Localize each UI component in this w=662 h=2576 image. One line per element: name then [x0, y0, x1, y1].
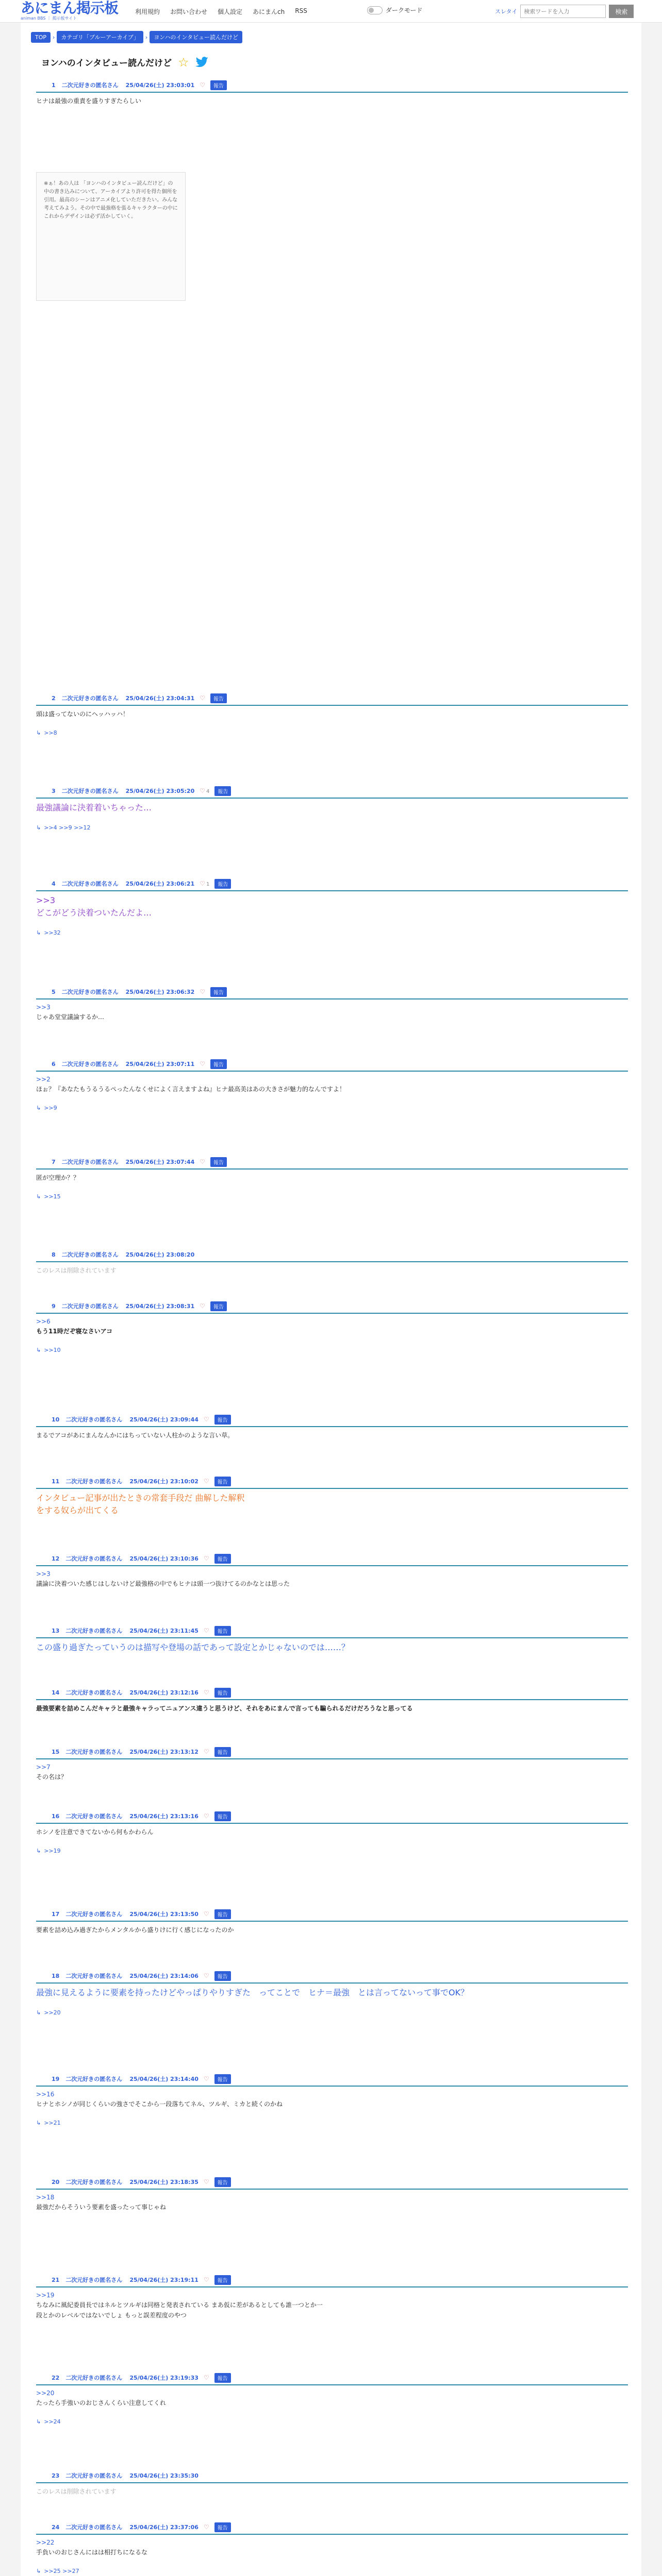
post-5 — [36, 986, 628, 1022]
post-body: ヒナは最強の重責を盛りすぎたらしい — [36, 97, 142, 105]
post-author: 二次元好きの匿名さん — [65, 2472, 123, 2479]
post-number[interactable]: 1 — [52, 81, 56, 89]
post-21 — [36, 2274, 628, 2320]
post-16 — [36, 1810, 628, 1854]
post-author: 二次元好きの匿名さん — [65, 1813, 123, 1820]
breadcrumb-separator-icon: › — [53, 33, 55, 41]
post-divider — [36, 1261, 628, 1262]
report-button[interactable]: 報告 — [214, 1971, 231, 1981]
post-number[interactable]: 5 — [52, 988, 56, 995]
post-date: 25/04/26(土) 23:03:01 — [125, 82, 195, 89]
heart-icon[interactable]: ♡ — [203, 2178, 209, 2185]
reply-link[interactable]: >>24 — [44, 2418, 61, 2425]
nav-terms[interactable]: 利用規約 — [135, 8, 160, 15]
heart-icon[interactable]: ♡ — [203, 2075, 209, 2082]
reply-link[interactable]: >>4 >>9 >>12 — [44, 824, 91, 831]
post-date: 25/04/26(土) 23:07:11 — [125, 1061, 195, 1067]
post-date: 25/04/26(土) 23:09:44 — [129, 1416, 198, 1423]
report-button[interactable]: 報告 — [214, 2522, 231, 2532]
report-button[interactable]: 報告 — [210, 693, 227, 703]
report-button[interactable]: 報告 — [214, 2373, 231, 2383]
post-divider — [36, 2086, 628, 2087]
post-date: 25/04/26(土) 23:19:11 — [129, 2277, 198, 2283]
heart-icon[interactable]: ♡ 1 — [200, 880, 210, 887]
post-divider — [36, 1758, 628, 1759]
post-12 — [36, 1553, 628, 1589]
embedded-image-note: ※ぁ！あの人は 「ヨンハのインタビュー読んだけど」の中の書き込みについて、アーカイブより許可を得た個所を引用。最高のシーンはアニメ化していただきたい。みんな考えてみよう。その中で最強格を張るキャラクターの中にこれからデザインは必ず活かしていく。 — [36, 172, 186, 301]
post-divider — [36, 1426, 628, 1427]
heart-icon[interactable]: ♡ — [203, 1627, 209, 1634]
reply-link[interactable]: >>19 — [44, 1848, 61, 1854]
site-logo[interactable] — [21, 1, 129, 22]
post-2 — [36, 692, 628, 736]
post-author: 二次元好きの匿名さん — [65, 1973, 123, 1979]
report-button[interactable]: 報告 — [210, 1301, 227, 1311]
reply-link[interactable]: >>20 — [44, 2009, 61, 2016]
post-divider — [36, 1699, 628, 1700]
report-button[interactable]: 報告 — [210, 987, 227, 997]
post-11 — [36, 1476, 628, 1517]
reply-icon: ↳ — [36, 929, 41, 936]
post-divider — [36, 2189, 628, 2190]
post-number[interactable]: 8 — [52, 1251, 56, 1258]
report-button[interactable]: 報告 — [214, 2177, 231, 2187]
nav-animanch[interactable]: あにまんch — [253, 8, 285, 15]
reply-links — [36, 2009, 628, 2016]
breadcrumb — [31, 31, 244, 43]
post-body: 要素を詰め込み過ぎたからメンタルから盛りけに行く感じになったのか — [36, 1926, 234, 1934]
post-divider — [36, 890, 628, 891]
report-button[interactable]: 報告 — [214, 1477, 231, 1486]
post-author: 二次元好きの匿名さん — [65, 2076, 123, 2082]
reply-links — [36, 1105, 628, 1111]
report-button[interactable]: 報告 — [214, 1554, 231, 1564]
post-body: もう11時だぞ寝なさいアコ — [36, 1328, 113, 1335]
post-4 — [36, 878, 628, 936]
report-button[interactable]: 報告 — [214, 1747, 231, 1757]
post-14 — [36, 1687, 628, 1714]
post-author: 二次元好きの匿名さん — [65, 1555, 123, 1562]
main-content — [21, 23, 641, 2576]
reply-icon: ↳ — [36, 2418, 41, 2425]
post-author: 二次元好きの匿名さん — [65, 1689, 123, 1696]
heart-icon[interactable]: ♡ — [203, 2523, 209, 2531]
post-divider — [36, 705, 628, 706]
post-date: 25/04/26(土) 23:14:40 — [129, 2076, 198, 2082]
post-divider — [36, 1982, 628, 1984]
post-anchor[interactable]: >>7 — [36, 1764, 51, 1771]
post-author: 二次元好きの匿名さん — [61, 1303, 119, 1310]
report-button[interactable]: 報告 — [214, 2074, 231, 2084]
post-date: 25/04/26(土) 23:13:50 — [129, 1911, 198, 1918]
post-author: 二次元好きの匿名さん — [65, 1911, 123, 1918]
post-author: 二次元好きの匿名さん — [65, 1416, 123, 1423]
breadcrumb-thread[interactable]: ヨンハのインタビュー読んだけど — [150, 31, 242, 43]
post-anchor[interactable]: >>19 — [36, 2292, 55, 2299]
heart-icon[interactable]: ♡ — [200, 988, 205, 995]
post-number[interactable]: 9 — [52, 1302, 56, 1310]
post-17 — [36, 1908, 628, 1935]
post-date: 25/04/26(土) 23:37:06 — [129, 2524, 198, 2531]
reply-link[interactable]: >>21 — [44, 2120, 61, 2126]
post-1 — [36, 79, 628, 219]
post-number[interactable]: 16 — [52, 1812, 60, 1820]
breadcrumb-category[interactable]: カテゴリ「ブルーアーカイブ」 — [57, 31, 143, 43]
post-date: 25/04/26(土) 23:12:16 — [129, 1689, 198, 1696]
post-8 — [36, 1249, 628, 1276]
post-date: 25/04/26(土) 23:06:21 — [125, 880, 195, 887]
report-button[interactable]: 報告 — [214, 1909, 231, 1919]
post-date: 25/04/26(土) 23:06:32 — [125, 989, 195, 995]
post-body: 最強議論に決着着いちゃった… — [36, 803, 152, 812]
post-number[interactable]: 7 — [52, 1158, 56, 1165]
post-22 — [36, 2372, 628, 2425]
post-divider — [36, 2286, 628, 2287]
reply-links — [36, 824, 628, 831]
post-date: 25/04/26(土) 23:04:31 — [125, 695, 195, 702]
post-3 — [36, 785, 628, 831]
post-body: 議論に決着ついた感じはしないけど最強格の中でもヒナは頭一つ抜けてるのかなとは思った — [36, 1580, 290, 1587]
post-author: 二次元好きの匿名さん — [65, 1478, 123, 1485]
post-19 — [36, 2073, 628, 2126]
reply-icon: ↳ — [36, 824, 41, 831]
post-divider — [36, 798, 628, 799]
report-button[interactable]: 報告 — [214, 1415, 231, 1425]
post-author: 二次元好きの匿名さん — [61, 82, 119, 89]
heart-icon[interactable]: ♡ — [203, 1416, 209, 1423]
post-body-deleted: このレスは削除されています — [36, 2488, 117, 2495]
post-number[interactable]: 14 — [52, 1689, 60, 1696]
post-number[interactable]: 13 — [52, 1627, 60, 1634]
post-date: 25/04/26(土) 23:19:33 — [129, 2375, 198, 2381]
reply-icon: ↳ — [36, 2120, 41, 2126]
post-anchor[interactable]: >>6 — [36, 1318, 51, 1325]
post-body: 最強要素を詰めこんだキャラと最強キャラってニュアンス違うと思うけど、それをあにまんで言っても騙られるだけだろうなと思ってる — [36, 1705, 413, 1712]
report-button[interactable]: 報告 — [210, 80, 227, 90]
twitter-share-icon[interactable] — [195, 57, 209, 68]
reply-link[interactable]: >>32 — [44, 929, 61, 936]
report-button[interactable]: 報告 — [214, 2275, 231, 2285]
post-body: この盛り過ぎたっていうのは描写や登場の話であって設定とかじゃないのでは……？ — [36, 1642, 350, 1652]
post-date: 25/04/26(土) 23:10:02 — [129, 1478, 198, 1485]
post-number[interactable]: 17 — [52, 1910, 60, 1918]
reply-links — [36, 1347, 628, 1353]
post-15 — [36, 1746, 628, 1782]
post-anchor[interactable]: >>20 — [36, 2389, 55, 2397]
post-number[interactable]: 15 — [52, 1748, 60, 1755]
reply-link[interactable]: >>25 >>27 — [44, 2568, 79, 2574]
heart-icon[interactable]: ♡ — [203, 1748, 209, 1755]
post-body: 最強だからそういう要素を盛ったって事じゃね — [36, 2204, 167, 2211]
post-author: 二次元好きの匿名さん — [65, 2179, 123, 2185]
reply-icon: ↳ — [36, 1193, 41, 1200]
reply-links — [36, 1193, 628, 1200]
post-7 — [36, 1156, 628, 1200]
post-date: 25/04/26(土) 23:13:12 — [129, 1749, 198, 1755]
post-divider — [36, 92, 628, 93]
post-body: その名は？ — [36, 1773, 68, 1781]
post-number[interactable]: 18 — [52, 1972, 60, 1979]
dark-mode-switch[interactable] — [367, 6, 383, 14]
reply-link[interactable]: >>9 — [44, 1105, 57, 1111]
post-date: 25/04/26(土) 23:05:20 — [125, 788, 195, 794]
post-body: 手負いのおじさんにはは相打ちになるな — [36, 2549, 148, 2556]
post-number[interactable]: 6 — [52, 1060, 56, 1067]
post-number[interactable]: 23 — [52, 2472, 60, 2479]
post-author: 二次元好きの匿名さん — [61, 989, 119, 995]
post-divider — [36, 1823, 628, 1824]
post-date: 25/04/26(土) 23:11:45 — [129, 1628, 198, 1634]
post-date: 25/04/26(土) 23:08:20 — [125, 1251, 195, 1258]
post-number[interactable]: 10 — [52, 1416, 60, 1423]
post-9 — [36, 1300, 628, 1353]
nav-contact[interactable]: お問い合わせ — [170, 8, 208, 15]
reply-links — [36, 730, 628, 736]
heart-icon[interactable]: ♡ — [203, 1555, 209, 1562]
logo-subtitle: animan BBS ｜ 掲示板サイト — [21, 16, 77, 21]
post-divider — [36, 1071, 628, 1072]
post-10 — [36, 1414, 628, 1440]
post-date: 25/04/26(土) 23:08:31 — [125, 1303, 195, 1310]
site-header — [0, 0, 662, 23]
post-body: 頭は盛ってないのにヘッハッハ！ — [36, 710, 129, 718]
post-author: 二次元好きの匿名さん — [65, 2375, 123, 2381]
heart-icon[interactable]: ♡ — [203, 2276, 209, 2283]
post-divider — [36, 2534, 628, 2535]
post-body: 最強に見えるように要素を持ったけどやっぱりやりすぎた ってことで ヒナ＝最強 とは言ってないって事でOK？ — [36, 1988, 469, 1997]
post-24 — [36, 2521, 628, 2574]
post-body: たったら手強いのおじさんくらい注意してくれ — [36, 2399, 167, 2406]
post-divider — [36, 1565, 628, 1566]
post-author: 二次元好きの匿名さん — [61, 1251, 119, 1258]
thread-title-row — [41, 56, 209, 69]
post-body: ヒナとホシノが同じくらいの強さでそこから一段落ちてネル、ツルギ、ミカと続くのかね — [36, 2100, 283, 2108]
post-anchor[interactable]: >>3 — [36, 1004, 51, 1011]
post-divider — [36, 1313, 628, 1314]
report-button[interactable]: 報告 — [210, 1157, 227, 1167]
post-date: 25/04/26(土) 23:35:30 — [129, 2472, 198, 2479]
post-6 — [36, 1058, 628, 1111]
reply-icon: ↳ — [36, 730, 41, 736]
heart-icon[interactable]: ♡ — [200, 1060, 205, 1067]
post-number[interactable]: 12 — [52, 1555, 60, 1562]
post-number[interactable]: 11 — [52, 1478, 60, 1485]
post-author: 二次元好きの匿名さん — [61, 880, 119, 887]
reply-icon: ↳ — [36, 1848, 41, 1854]
post-13 — [36, 1625, 628, 1654]
reply-link[interactable]: >>8 — [44, 730, 57, 736]
post-divider — [36, 2482, 628, 2483]
post-anchor[interactable]: >>22 — [36, 2539, 55, 2546]
report-button[interactable]: 報告 — [214, 1688, 231, 1698]
reply-icon: ↳ — [36, 2009, 41, 2016]
post-number[interactable]: 21 — [52, 2276, 60, 2283]
reply-icon: ↳ — [36, 1105, 41, 1111]
page-title: ヨンハのインタビュー読んだけど — [41, 58, 172, 69]
post-23 — [36, 2470, 628, 2497]
post-author: 二次元好きの匿名さん — [65, 1628, 123, 1634]
nav-settings[interactable]: 個人設定 — [218, 8, 243, 15]
report-button[interactable]: 報告 — [210, 1059, 227, 1069]
heart-icon[interactable]: ♡ 4 — [200, 787, 210, 794]
post-body: ちなみに風紀委員長ではネルとツルギは同格と発表されている まあ仮に差があるとしても誰一つとか一段とかのレベルではないでしょ もっと誤差程度のやつ — [36, 2301, 323, 2319]
post-anchor[interactable]: >>2 — [36, 1076, 51, 1083]
post-number[interactable]: 20 — [52, 2178, 60, 2185]
post-author: 二次元好きの匿名さん — [65, 2524, 123, 2531]
post-date: 25/04/26(土) 23:13:16 — [129, 1813, 198, 1820]
search-area — [495, 5, 634, 18]
post-divider — [36, 2384, 628, 2385]
reply-links — [36, 929, 628, 936]
favorite-star-icon[interactable]: ☆ — [178, 55, 189, 70]
post-number[interactable]: 19 — [52, 2075, 60, 2082]
dark-mode-label: ダークモード — [386, 7, 423, 14]
post-number[interactable]: 22 — [52, 2374, 60, 2381]
post-author: 二次元好きの匿名さん — [65, 2277, 123, 2283]
heart-icon[interactable]: ♡ — [200, 81, 205, 89]
reply-links — [36, 1848, 628, 1854]
report-button[interactable]: 報告 — [214, 1811, 231, 1821]
post-18 — [36, 1970, 628, 2016]
post-body: 匿が空理か？？ — [36, 1174, 80, 1181]
report-button[interactable]: 報告 — [214, 786, 231, 796]
heart-icon[interactable]: ♡ — [200, 1302, 205, 1310]
heart-icon[interactable]: ♡ — [203, 1812, 209, 1820]
post-number[interactable]: 2 — [52, 694, 56, 702]
reply-link[interactable]: >>10 — [44, 1347, 61, 1353]
post-body: インタビュー記事が出たときの常套手段だ 曲解した解釈をする奴らが出てくる — [36, 1493, 245, 1515]
post-date: 25/04/26(土) 23:10:36 — [129, 1555, 198, 1562]
post-author: 二次元好きの匿名さん — [61, 1159, 119, 1165]
dark-mode-toggle[interactable] — [367, 6, 423, 14]
report-button[interactable]: 報告 — [214, 879, 231, 889]
heart-icon[interactable]: ♡ — [203, 1478, 209, 1485]
post-divider — [36, 998, 628, 999]
post-author: 二次元好きの匿名さん — [61, 695, 119, 702]
post-date: 25/04/26(土) 23:07:44 — [125, 1159, 195, 1165]
nav-rss[interactable]: RSS — [295, 7, 307, 14]
post-divider — [36, 1488, 628, 1489]
post-anchor[interactable]: >>3 — [36, 895, 55, 905]
post-body-deleted: このレスは削除されています — [36, 1267, 117, 1274]
heart-icon[interactable]: ♡ — [200, 1158, 205, 1165]
post-number[interactable]: 3 — [52, 787, 56, 794]
post-author: 二次元好きの匿名さん — [61, 788, 119, 794]
post-date: 25/04/26(土) 23:18:35 — [129, 2179, 198, 2185]
reply-icon: ↳ — [36, 1347, 41, 1353]
heart-icon[interactable]: ♡ — [200, 694, 205, 702]
reply-links — [36, 2568, 628, 2574]
like-count: 4 — [206, 789, 210, 794]
post-divider — [36, 1921, 628, 1922]
post-date: 25/04/26(土) 23:14:06 — [129, 1973, 198, 1979]
heart-icon[interactable]: ♡ — [203, 1689, 209, 1696]
post-author: 二次元好きの匿名さん — [65, 1749, 123, 1755]
post-body: まるでアコがあにまんなんかにはちっていない人柱かのような言い草。 — [36, 1432, 234, 1439]
post-number[interactable]: 4 — [52, 880, 56, 887]
reply-links — [36, 2120, 628, 2126]
breadcrumb-top[interactable]: TOP — [31, 32, 51, 43]
top-nav — [135, 7, 307, 16]
post-body: どこがどう決着ついたんだよ… — [36, 908, 152, 918]
post-20 — [36, 2176, 628, 2212]
heart-icon[interactable]: ♡ — [203, 2374, 209, 2381]
post-number[interactable]: 24 — [52, 2523, 60, 2531]
reply-icon: ↳ — [36, 2568, 41, 2574]
reply-links — [36, 2418, 628, 2425]
heart-icon[interactable]: ♡ — [203, 1910, 209, 1918]
like-count: 1 — [206, 882, 210, 887]
search-input[interactable] — [520, 5, 606, 18]
post-divider — [36, 1637, 628, 1638]
report-button[interactable]: 報告 — [214, 1626, 231, 1636]
heart-icon[interactable]: ♡ — [203, 1972, 209, 1979]
post-anchor[interactable]: >>18 — [36, 2194, 55, 2201]
reply-link[interactable]: >>15 — [44, 1193, 61, 1200]
search-scope-select[interactable]: スレタイ — [495, 8, 518, 15]
post-anchor[interactable]: >>3 — [36, 1570, 51, 1578]
post-body: ホシノを注意できてないから何もかわらん — [36, 1828, 154, 1836]
post-body: ほぉ？『あなたもうるうるぺったんなくせによく言えますよね』ヒナ最高美はあの大きさが魅力的なんですよ！ — [36, 1086, 346, 1093]
post-anchor[interactable]: >>16 — [36, 2091, 55, 2098]
post-author: 二次元好きの匿名さん — [61, 1061, 119, 1067]
breadcrumb-separator-icon: › — [145, 33, 148, 41]
post-body: じゃあ堂堂議論するか… — [36, 1013, 105, 1021]
search-button[interactable]: 検索 — [609, 5, 634, 18]
post-divider — [36, 1168, 628, 1170]
logo-text[interactable]: あにまん掲示板 — [21, 0, 119, 16]
